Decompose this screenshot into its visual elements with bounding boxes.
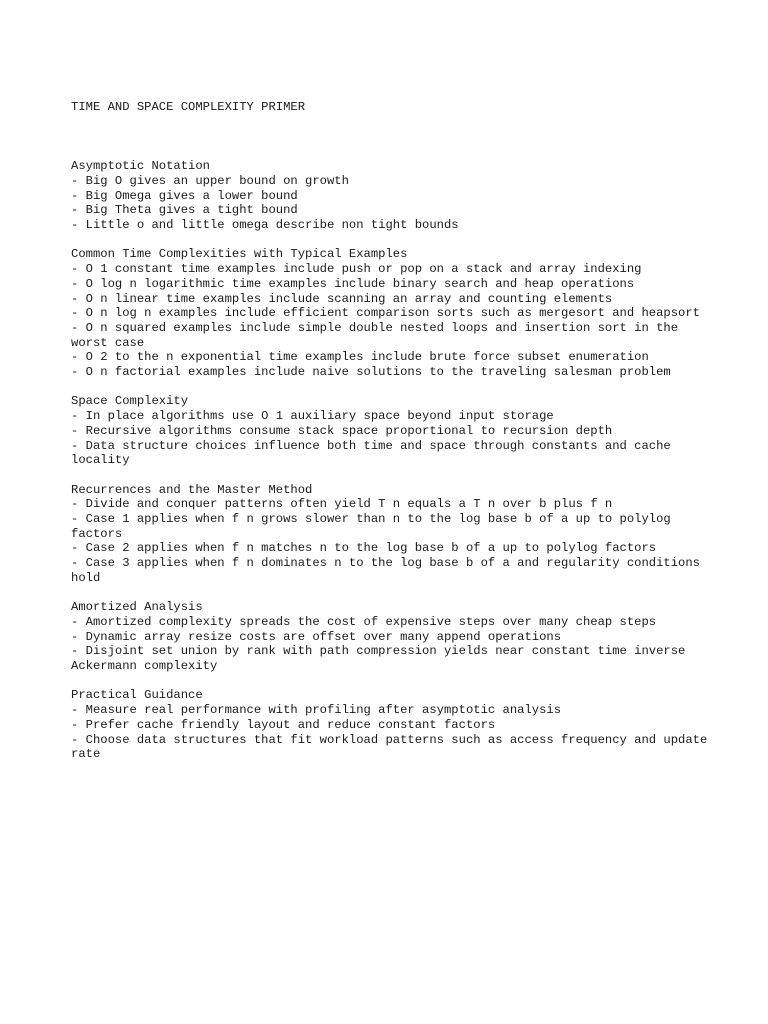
section [71,394,711,468]
section-heading: Space Complexity [71,394,189,409]
bullet-list [71,497,711,585]
bullet-list [71,703,715,762]
section-heading: Common Time Complexities with Typical Examples [71,247,408,262]
bullet-item: - Case 1 applies when f n grows slower than n to the log base b of a up to polylog factors [71,512,679,541]
bullet-item: - Case 2 applies when f n matches n to the log base b of a up to polylog factors [71,541,657,556]
bullet-item: - Big O gives an upper bound on growth [71,173,349,188]
section [71,247,711,379]
section-heading: Recurrences and the Master Method [71,482,313,497]
bullet-item: - O n linear time examples include scanning an array and counting elements [71,291,613,306]
bullet-item: - O n squared examples include simple double nested loops and insertion sort in the worst case [71,320,686,350]
bullet-item: - Little o and little omega describe non tight bounds [71,218,459,233]
bullet-item: - Divide and conquer patterns often yield T n equals a T n over b plus f n [71,497,613,512]
bullet-list [71,615,711,674]
bullet-item: - O n factorial examples include naive solutions to the traveling salesman problem [71,365,671,380]
section-heading: Asymptotic Notation [71,159,210,174]
bullet-item: - Measure real performance with profiling after asymptotic analysis [71,703,562,718]
bullet-item: - Amortized complexity spreads the cost of expensive steps over many cheap steps [71,614,657,629]
document-body [71,159,715,762]
bullet-list [71,409,711,468]
bullet-item: - Choose data structures that fit workload patterns such as access frequency and update rate [71,732,715,762]
bullet-item: - In place algorithms use O 1 auxiliary space beyond input storage [71,409,554,424]
bullet-item: - Case 3 applies when f n dominates n to the log base b of a and regularity conditions hold [71,556,708,585]
bullet-item: - Big Omega gives a lower bound [71,188,298,203]
bullet-item: - Disjoint set union by rank with path compression yields near constant time inverse Ackermann complexity [71,644,693,674]
section [71,159,711,233]
bullet-item: - O 2 to the n exponential time examples include brute force subset enumeration [71,350,649,365]
section-heading: Amortized Analysis [71,600,203,615]
bullet-item: - O 1 constant time examples include push or pop on a stack and array indexing [71,262,642,277]
bullet-item: - Data structure choices influence both time and space through constants and cache locality [71,438,679,468]
bullet-item: - Prefer cache friendly layout and reduce constant factors [71,717,496,732]
section-heading: Practical Guidance [71,688,203,703]
bullet-item: - O n log n examples include efficient comparison sorts such as mergesort and heapsort [71,306,700,321]
bullet-item: - Recursive algorithms consume stack space proportional to recursion depth [71,423,613,438]
bullet-item: - O log n logarithmic time examples include binary search and heap operations [71,276,635,291]
bullet-item: - Big Theta gives a tight bound [71,203,298,218]
bullet-list [71,262,711,380]
bullet-item: - Dynamic array resize costs are offset over many append operations [71,629,562,644]
document-title: TIME AND SPACE COMPLEXITY PRIMER [71,100,306,115]
section [71,483,711,586]
bullet-list [71,174,711,233]
document-page [71,71,715,791]
section [71,688,715,762]
section [71,600,711,674]
